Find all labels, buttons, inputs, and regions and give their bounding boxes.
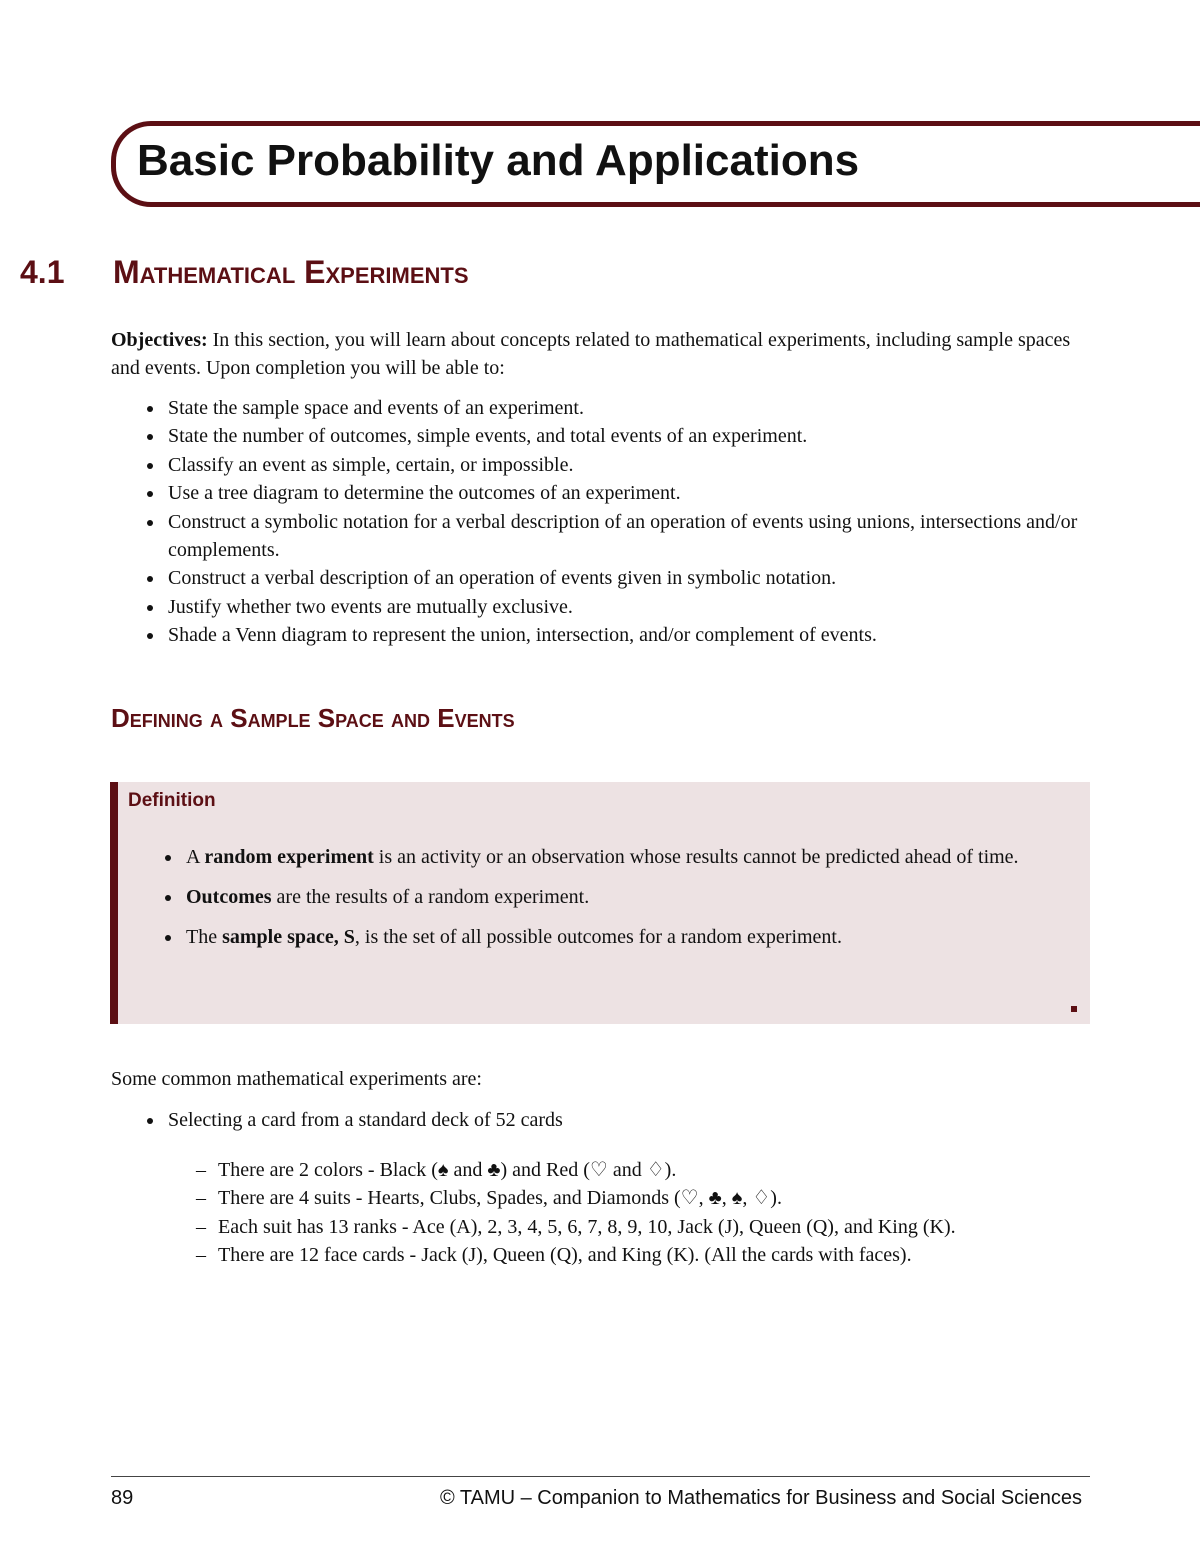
common-experiments-intro: Some common mathematical experiments are: xyxy=(111,1068,482,1090)
list-item: – There are 2 colors - Black (♠ and ♣) and Red (♡ and ♢). xyxy=(196,1156,1096,1184)
bullet-icon xyxy=(147,605,153,611)
objectives-paragraph xyxy=(111,326,1101,382)
dash-icon: – xyxy=(196,1243,206,1266)
list-item: Classify an event as simple, certain, or impossible. xyxy=(141,451,1101,479)
bullet-icon xyxy=(147,406,153,412)
bullet-icon xyxy=(147,491,153,497)
end-of-definition-icon xyxy=(1071,1006,1077,1012)
bullet-icon xyxy=(165,935,171,941)
common-experiments-list xyxy=(141,1106,1101,1134)
list-item: – Each suit has 13 ranks - Ace (A), 2, 3, 4, 5, 6, 7, 8, 9, 10, Jack (J), Queen (Q), and King (K). xyxy=(196,1213,1096,1241)
objectives-list xyxy=(141,394,1101,650)
definition-list xyxy=(158,843,1078,963)
list-item: – There are 4 suits - Hearts, Clubs, Spades, and Diamonds (♡, ♣, ♠, ♢). xyxy=(196,1184,1096,1212)
footer-divider xyxy=(111,1476,1090,1477)
footer-text: © TAMU – Companion to Mathematics for Business and Social Sciences xyxy=(439,1487,1082,1509)
objectives-label: Objectives: xyxy=(111,329,208,351)
list-item: State the sample space and events of an experiment. xyxy=(141,394,1101,422)
section-number: 4.1 xyxy=(20,254,65,290)
definition-item: Outcomes are the results of a random experiment. xyxy=(158,883,1078,911)
subsection-title: Defining a Sample Space and Events xyxy=(111,703,515,733)
list-item: Construct a symbolic notation for a verbal description of an operation of events using unions, intersections and/or complements. xyxy=(141,508,1101,565)
dash-icon: – xyxy=(196,1187,206,1210)
bullet-icon xyxy=(147,463,153,469)
page-number: 89 xyxy=(111,1487,134,1509)
bullet-icon xyxy=(165,895,171,901)
list-item: Justify whether two events are mutually exclusive. xyxy=(141,593,1101,621)
definition-item: The sample space, S, is the set of all possible outcomes for a random experiment. xyxy=(158,923,1078,951)
dash-icon: – xyxy=(196,1159,206,1181)
bullet-icon xyxy=(147,633,153,639)
list-item: – There are 12 face cards - Jack (J), Queen (Q), and King (K). (All the cards with faces). xyxy=(196,1241,1096,1269)
bullet-icon xyxy=(147,520,153,526)
dash-icon: – xyxy=(196,1215,206,1238)
bullet-icon xyxy=(147,1118,153,1124)
objectives-text: In this section, you will learn about concepts related to mathematical experiments, including sample spaces and events. Upon completion you will be able to: xyxy=(111,329,1071,379)
chapter-title: Basic Probability and Applications xyxy=(137,136,860,185)
definition-label: Definition xyxy=(128,790,216,811)
list-item: Selecting a card from a standard deck of 52 cards xyxy=(141,1106,1101,1134)
card-details-list xyxy=(196,1156,1096,1269)
bullet-icon xyxy=(147,434,153,440)
list-item: Use a tree diagram to determine the outcomes of an experiment. xyxy=(141,479,1101,507)
list-item: State the number of outcomes, simple events, and total events of an experiment. xyxy=(141,422,1101,450)
definition-item: A random experiment is an activity or an observation whose results cannot be predicted ahead of time. xyxy=(158,843,1078,871)
list-item: Shade a Venn diagram to represent the union, intersection, and/or complement of events. xyxy=(141,621,1101,649)
list-item: Construct a verbal description of an operation of events given in symbolic notation. xyxy=(141,564,1101,592)
bullet-icon xyxy=(147,576,153,582)
section-title: Mathematical Experiments xyxy=(113,254,469,290)
bullet-icon xyxy=(165,855,171,861)
